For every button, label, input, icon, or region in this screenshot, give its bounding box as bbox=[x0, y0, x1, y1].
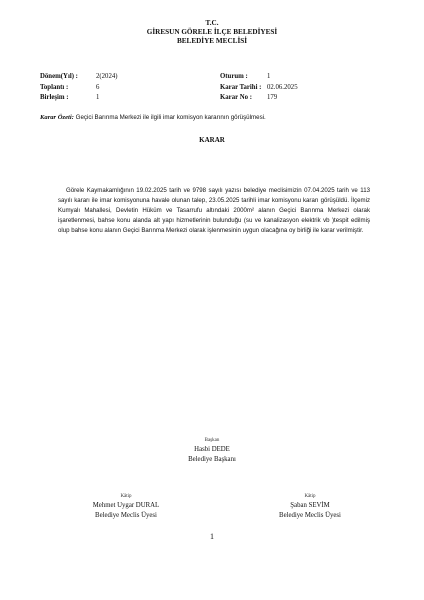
meeting-meta bbox=[40, 72, 380, 104]
mayor-role-top: Başkan bbox=[204, 438, 220, 443]
oturum-label: Oturum : bbox=[220, 73, 248, 80]
clerk-left-title: Belediye Meclis Üyesi bbox=[95, 511, 157, 519]
clerk-right-role-top: Kâtip bbox=[304, 494, 316, 499]
header-tc: T.C. bbox=[205, 19, 219, 27]
summary-label: Karar Özeti: bbox=[40, 114, 74, 121]
karar-tarihi-label: Karar Tarihi : bbox=[220, 83, 262, 91]
karar-tarihi-value: 02.06.2025 bbox=[267, 83, 298, 91]
header-council: BELEDİYE MECLİSİ bbox=[176, 37, 248, 45]
summary-text: Geçici Barınma Merkezi ile ilgili imar komisyon kararının görüşülmesi. bbox=[75, 114, 266, 121]
clerk-right-title: Belediye Meclis Üyesi bbox=[279, 511, 341, 519]
meta-row-1 bbox=[40, 72, 380, 83]
decision-body: Görele Kaymakamlığının 19.02.2025 tarih ve 9798 sayılı yazısı belediye meclisimizin 07.04.2025 tarih ve 113 sayılı kararı ile imar komisyonuna havale olunan talep, 23.05.2025 tarihli imar komisyonu kararı görüşüldü. İlçemiz Kumyalı Mahallesi, Devletin Hüküm ve Tasarrufu altındaki 2000m² alanın Geçici Barınma Merkezi olarak işaretlenmesi, bahse konu alanda alt yapı hizmetlerinin bulunduğu (su ve kanalizasyon elektrik vb )tespit edilmiş olup bahse konu alanın Geçici Barınma Merkezi olarak işlenmesinin uygun olacağına oy birliği ile karar verilmiştir. bbox=[58, 187, 370, 235]
clerk-left-role-top: Kâtip bbox=[120, 494, 132, 499]
karar-no-value: 179 bbox=[267, 94, 278, 101]
meta-row-3 bbox=[40, 93, 380, 104]
clerk-left-signature-block bbox=[66, 493, 186, 520]
birlesim-label: Birleşim : bbox=[40, 94, 69, 101]
toplanti-label: Toplantı : bbox=[40, 83, 69, 91]
clerk-left-name: Mehmet Uygar DURAL bbox=[92, 502, 160, 509]
donem-value: 2(2024) bbox=[96, 73, 118, 80]
donem-label: Dönem(Yıl) : bbox=[40, 73, 78, 80]
clerk-right-signature-block bbox=[250, 493, 370, 520]
meta-row-2 bbox=[40, 83, 380, 94]
mayor-signature-block bbox=[162, 437, 262, 464]
karar-no-label: Karar No : bbox=[220, 94, 252, 101]
decision-summary bbox=[40, 114, 384, 122]
decision-title: KARAR bbox=[199, 136, 225, 144]
toplanti-value: 6 bbox=[96, 83, 100, 91]
mayor-name: Hasbi DEDE bbox=[194, 446, 230, 453]
birlesim-value: 1 bbox=[96, 94, 100, 101]
header-municipality: GİRESUN GÖRELE İLÇE BELEDİYESİ bbox=[146, 28, 278, 36]
document-header bbox=[0, 19, 424, 46]
oturum-value: 1 bbox=[267, 73, 271, 80]
clerk-right-name: Şaban SEVİM bbox=[290, 502, 330, 509]
mayor-title: Belediye Başkanı bbox=[188, 455, 236, 463]
page-number: 1 bbox=[210, 532, 214, 541]
